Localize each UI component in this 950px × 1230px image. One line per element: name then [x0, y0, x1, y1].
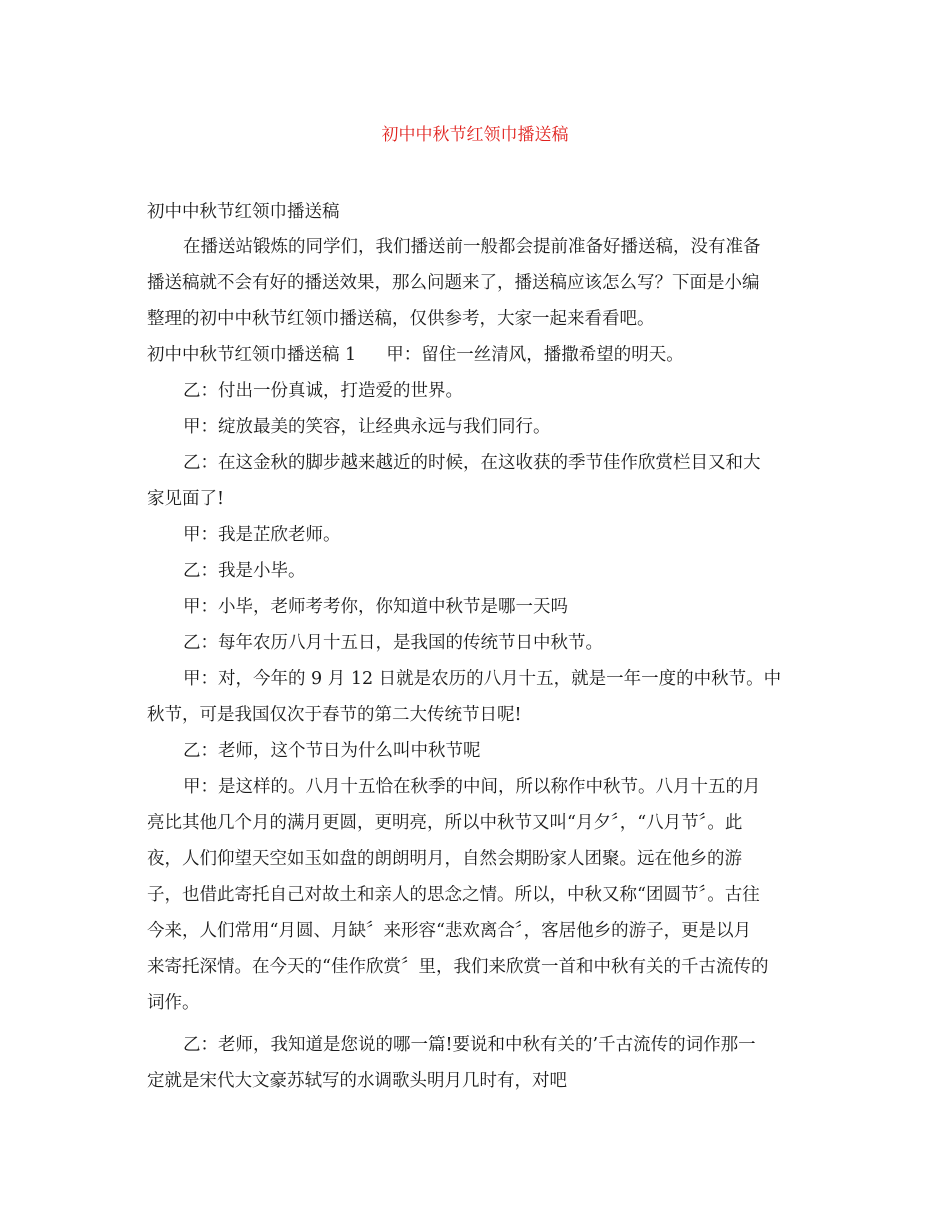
- dialogue-line: 甲：我是芷欣老师。: [183, 525, 341, 545]
- dialogue-line: 亮比其他几个月的满月更圆，更明亮，所以中秋节又叫“月夕〞，“八月节〞。此: [147, 813, 743, 833]
- dialogue-line: 乙：在这金秋的脚步越来越近的时候，在这收获的季节佳作欣赏栏目又和大: [183, 453, 761, 473]
- dialogue-line: 夜，人们仰望天空如玉如盘的朗朗明月，自然会期盼家人团聚。远在他乡的游: [147, 849, 742, 869]
- dialogue-line: 乙：我是小毕。: [183, 561, 306, 581]
- dialogue-line: 甲：绽放最美的笑容，让经典永远与我们同行。: [183, 417, 551, 437]
- section-heading-line: [147, 337, 807, 373]
- dialogue-line: 秋节，可是我国仅次于春节的第二大传统节日呢!: [147, 705, 522, 725]
- document-title: 初中中秋节红领巾播送稿: [381, 125, 569, 145]
- dialogue-line: 乙：付出一份真诚，打造爱的世界。: [183, 381, 463, 401]
- dialogue-line: 家见面了!: [147, 489, 225, 509]
- section-heading: 初中中秋节红领巾播送稿 1: [147, 345, 357, 365]
- dialogue-line: 子，也借此寄托自己对故土和亲人的思念之情。所以，中秋又称“团圆节〞。古往: [147, 885, 760, 905]
- dialogue-line: 乙：老师，我知道是您说的哪一篇!要说和中秋有关的’千古流传的词作那一: [183, 1035, 756, 1055]
- dialogue-line: 今来，人们常用“月圆、月缺〞来形容“悲欢离合〞，客居他乡的游子，更是以月: [147, 921, 752, 941]
- dialogue-line: 甲：小毕，老师考考你，你知道中秋节是哪一天吗: [183, 597, 568, 617]
- paragraph-line: 播送稿就不会有好的播送效果，那么问题来了，播送稿应该怎么写？下面是小编: [147, 273, 760, 293]
- dialogue-line: 甲：是这样的。八月十五恰在秋季的中间，所以称作中秋节。八月十五的月: [183, 777, 761, 797]
- dialogue-line: 定就是宋代大文豪苏轼写的水调歌头明月几时有，对吧: [147, 1071, 567, 1091]
- paragraph-line: 在播送站锻炼的同学们，我们播送前一般都会提前准备好播送稿，没有准备: [183, 237, 761, 257]
- dialogue-line: 甲：留住一丝清风，播撒希望的明天。: [386, 345, 684, 365]
- dialogue-line: 来寄托深情。在今天的“佳作欣赏〞里，我们来欣赏一首和中秋有关的千古流传的: [147, 957, 769, 977]
- dialogue-line: 词作。: [147, 993, 200, 1013]
- subtitle: 初中中秋节红领巾播送稿: [147, 202, 340, 222]
- dialogue-line: 甲：对，今年的 9 月 12 日就是农历的八月十五，就是一年一度的中秋节。中: [183, 669, 782, 689]
- dialogue-line: 乙：老师，这个节日为什么叫中秋节呢: [183, 741, 481, 761]
- dialogue-line: 乙：每年农历八月十五日，是我国的传统节日中秋节。: [183, 633, 603, 653]
- paragraph-line: 整理的初中中秋节红领巾播送稿，仅供参考，大家一起来看看吧。: [147, 309, 655, 329]
